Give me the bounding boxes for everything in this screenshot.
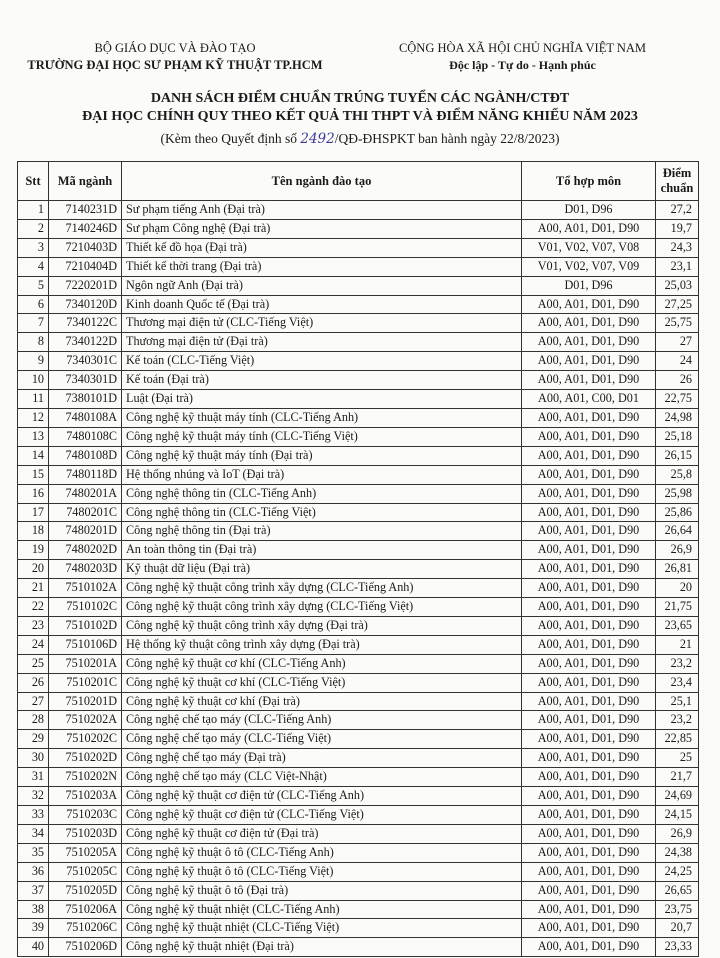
cell-combo: A00, A01, D01, D90 [522,673,656,692]
cell-code: 7510205D [49,881,122,900]
table-row [18,446,699,465]
table-row [18,522,699,541]
table-row [18,352,699,371]
cell-code: 7340301C [49,352,122,371]
cell-code: 7510206A [49,900,122,919]
table-row [18,276,699,295]
cell-code: 7510205A [49,843,122,862]
cell-name: Công nghệ kỹ thuật công trình xây dựng (Đại trà) [122,616,522,635]
cell-stt: 31 [18,768,49,787]
cell-score: 25,1 [656,692,699,711]
table-row [18,257,699,276]
cell-combo: A00, A01, D01, D90 [522,787,656,806]
cell-score: 24,25 [656,862,699,881]
cell-stt: 16 [18,484,49,503]
cell-stt: 15 [18,465,49,484]
header-score [656,162,699,201]
cell-name: Công nghệ kỹ thuật công trình xây dựng (CLC-Tiếng Anh) [122,579,522,598]
cell-stt: 40 [18,938,49,957]
cell-combo: A00, A01, D01, D90 [522,806,656,825]
cell-combo: A00, A01, D01, D90 [522,427,656,446]
cell-name: Thiết kế đồ họa (Đại trà) [122,238,522,257]
cell-stt: 24 [18,635,49,654]
cell-name: Kế toán (CLC-Tiếng Việt) [122,352,522,371]
cell-code: 7210403D [49,238,122,257]
table-body [18,201,699,957]
header-name: Tên ngành đào tạo [122,162,522,201]
cell-name: Công nghệ thông tin (CLC-Tiếng Anh) [122,484,522,503]
cell-stt: 7 [18,314,49,333]
cell-stt: 33 [18,806,49,825]
cell-stt: 2 [18,219,49,238]
header-stt: Stt [18,162,49,201]
cell-code: 7510203C [49,806,122,825]
cell-code: 7510102D [49,616,122,635]
cell-combo: A00, A01, D01, D90 [522,295,656,314]
cell-code: 7480108A [49,408,122,427]
cell-score: 23,33 [656,938,699,957]
table-row [18,427,699,446]
cell-stt: 30 [18,749,49,768]
cell-score: 25,03 [656,276,699,295]
cell-code: 7140246D [49,219,122,238]
cell-stt: 34 [18,824,49,843]
cell-name: Công nghệ chế tạo máy (Đại trà) [122,749,522,768]
cell-code: 7510202A [49,711,122,730]
cell-name: Hệ thống kỹ thuật công trình xây dựng (Đại trà) [122,635,522,654]
cell-stt: 39 [18,919,49,938]
cell-name: Công nghệ chế tạo máy (CLC-Tiếng Anh) [122,711,522,730]
cell-combo: A00, A01, D01, D90 [522,446,656,465]
cell-combo: A00, A01, D01, D90 [522,314,656,333]
decision-suffix: /QĐ-ĐHSPKT ban hành ngày 22/8/2023) [334,131,560,146]
cell-stt: 4 [18,257,49,276]
cell-score: 23,4 [656,673,699,692]
table-row [18,371,699,390]
cell-name: Công nghệ kỹ thuật ô tô (CLC-Tiếng Việt) [122,862,522,881]
cell-stt: 38 [18,900,49,919]
cell-combo: A00, A01, D01, D90 [522,616,656,635]
table-row [18,692,699,711]
cell-stt: 29 [18,730,49,749]
cell-combo: D01, D96 [522,201,656,220]
cell-code: 7510102C [49,598,122,617]
cell-combo: A00, A01, D01, D90 [522,352,656,371]
cell-combo: A00, A01, D01, D90 [522,219,656,238]
cell-stt: 35 [18,843,49,862]
table-row [18,654,699,673]
cell-stt: 23 [18,616,49,635]
cell-stt: 20 [18,560,49,579]
cell-score: 23,2 [656,711,699,730]
cell-name: Công nghệ chế tạo máy (CLC Việt-Nhật) [122,768,522,787]
cell-stt: 37 [18,881,49,900]
table-row [18,862,699,881]
cell-combo: A00, A01, D01, D90 [522,560,656,579]
cell-name: Sư phạm Công nghệ (Đại trà) [122,219,522,238]
cell-code: 7480108D [49,446,122,465]
cell-score: 19,7 [656,219,699,238]
cell-combo: A00, A01, D01, D90 [522,408,656,427]
admission-score-table [17,161,699,957]
cell-name: Công nghệ kỹ thuật cơ khí (CLC-Tiếng Việt) [122,673,522,692]
cell-name: Công nghệ thông tin (Đại trà) [122,522,522,541]
table-header-row [18,162,699,201]
cell-score: 20,7 [656,919,699,938]
header-score-line-1: Điểm [662,166,692,180]
cell-stt: 18 [18,522,49,541]
cell-stt: 22 [18,598,49,617]
cell-code: 7510201A [49,654,122,673]
ministry-name: BỘ GIÁO DỤC VÀ ĐÀO TẠO [94,41,256,55]
cell-name: Công nghệ kỹ thuật cơ điện tử (Đại trà) [122,824,522,843]
cell-name: Công nghệ kỹ thuật cơ khí (CLC-Tiếng Anh) [122,654,522,673]
cell-code: 7510201D [49,692,122,711]
state-heading-block [355,40,690,74]
cell-code: 7510102A [49,579,122,598]
cell-score: 23,1 [656,257,699,276]
cell-score: 25 [656,749,699,768]
cell-combo: A00, A01, D01, D90 [522,692,656,711]
cell-score: 27 [656,333,699,352]
cell-score: 25,18 [656,427,699,446]
table-row [18,900,699,919]
cell-code: 7510206C [49,919,122,938]
cell-score: 23,75 [656,900,699,919]
cell-combo: A00, A01, D01, D90 [522,900,656,919]
table-row [18,635,699,654]
cell-score: 23,2 [656,654,699,673]
cell-name: Kinh doanh Quốc tế (Đại trà) [122,295,522,314]
cell-code: 7510205C [49,862,122,881]
cell-stt: 26 [18,673,49,692]
cell-combo: A00, A01, D01, D90 [522,654,656,673]
cell-combo: A00, A01, D01, D90 [522,881,656,900]
table-row [18,673,699,692]
table-row [18,711,699,730]
table-row [18,314,699,333]
cell-code: 7210404D [49,257,122,276]
cell-stt: 36 [18,862,49,881]
cell-combo: A00, A01, D01, D90 [522,522,656,541]
decision-prefix: (Kèm theo Quyết định số [160,131,301,146]
cell-code: 7510203A [49,787,122,806]
cell-combo: A00, A01, D01, D90 [522,919,656,938]
cell-name: Công nghệ kỹ thuật máy tính (CLC-Tiếng Anh) [122,408,522,427]
cell-stt: 8 [18,333,49,352]
cell-name: Công nghệ kỹ thuật nhiệt (CLC-Tiếng Việt) [122,919,522,938]
cell-score: 21,7 [656,768,699,787]
table-row [18,201,699,220]
cell-name: Công nghệ kỹ thuật máy tính (CLC-Tiếng Việt) [122,427,522,446]
cell-stt: 28 [18,711,49,730]
cell-name: Sư phạm tiếng Anh (Đại trà) [122,201,522,220]
decision-reference [0,130,720,148]
table-row [18,730,699,749]
table-row [18,465,699,484]
decision-number: 2492 [300,131,335,147]
table-row [18,598,699,617]
republic-name: CỘNG HÒA XÃ HỘI CHỦ NGHĨA VIỆT NAM [398,41,647,55]
cell-score: 26,81 [656,560,699,579]
cell-name: Công nghệ kỹ thuật ô tô (Đại trà) [122,881,522,900]
cell-code: 7480108C [49,427,122,446]
cell-combo: A00, A01, C00, D01 [522,390,656,409]
cell-stt: 10 [18,371,49,390]
cell-name: Thương mại điện tử (Đại trà) [122,333,522,352]
cell-score: 21 [656,635,699,654]
table-row [18,541,699,560]
cell-name: Công nghệ kỹ thuật máy tính (Đại trà) [122,446,522,465]
cell-code: 7340122C [49,314,122,333]
cell-name: Kế toán (Đại trà) [122,371,522,390]
cell-score: 24,69 [656,787,699,806]
table-row [18,824,699,843]
cell-stt: 5 [18,276,49,295]
cell-stt: 13 [18,427,49,446]
table-row [18,768,699,787]
table-row [18,390,699,409]
cell-name: Luật (Đại trà) [122,390,522,409]
header-score-line-2: chuẩn [660,181,694,195]
cell-stt: 21 [18,579,49,598]
cell-score: 20 [656,579,699,598]
header-code: Mã ngành [49,162,122,201]
cell-score: 22,75 [656,390,699,409]
cell-name: Hệ thống nhúng và IoT (Đại trà) [122,465,522,484]
national-motto: Độc lập - Tự do - Hạnh phúc [449,58,596,72]
cell-combo: A00, A01, D01, D90 [522,768,656,787]
cell-score: 22,85 [656,730,699,749]
cell-score: 26,65 [656,881,699,900]
cell-combo: A00, A01, D01, D90 [522,843,656,862]
cell-score: 24,15 [656,806,699,825]
cell-combo: A00, A01, D01, D90 [522,598,656,617]
cell-combo: A00, A01, D01, D90 [522,824,656,843]
cell-code: 7340120D [49,295,122,314]
cell-code: 7480203D [49,560,122,579]
cell-combo: A00, A01, D01, D90 [522,635,656,654]
cell-combo: A00, A01, D01, D90 [522,465,656,484]
table-row [18,579,699,598]
university-name: TRƯỜNG ĐẠI HỌC SƯ PHẠM KỸ THUẬT TP.HCM [27,58,323,72]
cell-code: 7220201D [49,276,122,295]
cell-score: 27,25 [656,295,699,314]
cell-name: Công nghệ kỹ thuật cơ điện tử (CLC-Tiếng Việt) [122,806,522,825]
cell-score: 24 [656,352,699,371]
table-row [18,806,699,825]
cell-score: 25,8 [656,465,699,484]
cell-stt: 6 [18,295,49,314]
table-row [18,484,699,503]
cell-name: Kỹ thuật dữ liệu (Đại trà) [122,560,522,579]
table-row [18,295,699,314]
cell-name: Công nghệ thông tin (CLC-Tiếng Việt) [122,503,522,522]
cell-code: 7510206D [49,938,122,957]
cell-score: 24,98 [656,408,699,427]
cell-code: 7380101D [49,390,122,409]
table-row [18,503,699,522]
cell-name: Công nghệ kỹ thuật cơ khí (Đại trà) [122,692,522,711]
cell-code: 7510202C [49,730,122,749]
table-row [18,219,699,238]
cell-score: 26,15 [656,446,699,465]
cell-combo: A00, A01, D01, D90 [522,579,656,598]
cell-score: 21,75 [656,598,699,617]
table-row [18,749,699,768]
cell-code: 7510201C [49,673,122,692]
document-title [0,90,720,126]
cell-stt: 17 [18,503,49,522]
cell-code: 7480202D [49,541,122,560]
title-line-2: ĐẠI HỌC CHÍNH QUY THEO KẾT QUẢ THI THPT VÀ ĐIỂM NĂNG KHIẾU NĂM 2023 [82,109,638,124]
cell-combo: V01, V02, V07, V09 [522,257,656,276]
cell-combo: A00, A01, D01, D90 [522,749,656,768]
cell-score: 24,38 [656,843,699,862]
table-row [18,843,699,862]
cell-name: Thiết kế thời trang (Đại trà) [122,257,522,276]
cell-code: 7340122D [49,333,122,352]
cell-code: 7140231D [49,201,122,220]
table-row [18,333,699,352]
cell-stt: 19 [18,541,49,560]
cell-name: Công nghệ kỹ thuật ô tô (CLC-Tiếng Anh) [122,843,522,862]
cell-name: Công nghệ chế tạo máy (CLC-Tiếng Việt) [122,730,522,749]
table-row [18,616,699,635]
table-row [18,787,699,806]
cell-combo: A00, A01, D01, D90 [522,503,656,522]
cell-stt: 11 [18,390,49,409]
cell-name: An toàn thông tin (Đại trà) [122,541,522,560]
cell-name: Công nghệ kỹ thuật nhiệt (Đại trà) [122,938,522,957]
cell-stt: 25 [18,654,49,673]
cell-score: 26,64 [656,522,699,541]
cell-stt: 3 [18,238,49,257]
cell-code: 7510106D [49,635,122,654]
cell-stt: 12 [18,408,49,427]
table-row [18,881,699,900]
cell-combo: A00, A01, D01, D90 [522,862,656,881]
cell-code: 7340301D [49,371,122,390]
table-row [18,408,699,427]
cell-combo: A00, A01, D01, D90 [522,541,656,560]
cell-score: 25,98 [656,484,699,503]
cell-combo: A00, A01, D01, D90 [522,333,656,352]
cell-score: 26 [656,371,699,390]
cell-combo: A00, A01, D01, D90 [522,938,656,957]
cell-stt: 9 [18,352,49,371]
cell-score: 23,65 [656,616,699,635]
cell-score: 24,3 [656,238,699,257]
cell-code: 7510203D [49,824,122,843]
cell-combo: A00, A01, D01, D90 [522,371,656,390]
cell-code: 7480201A [49,484,122,503]
cell-name: Ngôn ngữ Anh (Đại trà) [122,276,522,295]
issuer-block [20,40,330,74]
table-row [18,938,699,957]
cell-score: 25,75 [656,314,699,333]
cell-combo: V01, V02, V07, V08 [522,238,656,257]
table-row [18,919,699,938]
table-row [18,238,699,257]
cell-stt: 1 [18,201,49,220]
cell-code: 7480118D [49,465,122,484]
title-line-1: DANH SÁCH ĐIỂM CHUẨN TRÚNG TUYỂN CÁC NGÀNH/CTĐT [150,91,570,106]
cell-combo: D01, D96 [522,276,656,295]
cell-code: 7510202D [49,749,122,768]
header-combo: Tổ hợp môn [522,162,656,201]
cell-score: 25,86 [656,503,699,522]
cell-code: 7480201D [49,522,122,541]
cell-code: 7510202N [49,768,122,787]
cell-code: 7480201C [49,503,122,522]
cell-score: 26,9 [656,541,699,560]
cell-name: Công nghệ kỹ thuật công trình xây dựng (CLC-Tiếng Việt) [122,598,522,617]
cell-name: Công nghệ kỹ thuật nhiệt (CLC-Tiếng Anh) [122,900,522,919]
table-row [18,560,699,579]
cell-score: 26,9 [656,824,699,843]
cell-name: Thương mại điện tử (CLC-Tiếng Việt) [122,314,522,333]
cell-combo: A00, A01, D01, D90 [522,711,656,730]
cell-score: 27,2 [656,201,699,220]
cell-combo: A00, A01, D01, D90 [522,730,656,749]
cell-stt: 32 [18,787,49,806]
cell-name: Công nghệ kỹ thuật cơ điện tử (CLC-Tiếng Anh) [122,787,522,806]
cell-combo: A00, A01, D01, D90 [522,484,656,503]
cell-stt: 14 [18,446,49,465]
cell-stt: 27 [18,692,49,711]
